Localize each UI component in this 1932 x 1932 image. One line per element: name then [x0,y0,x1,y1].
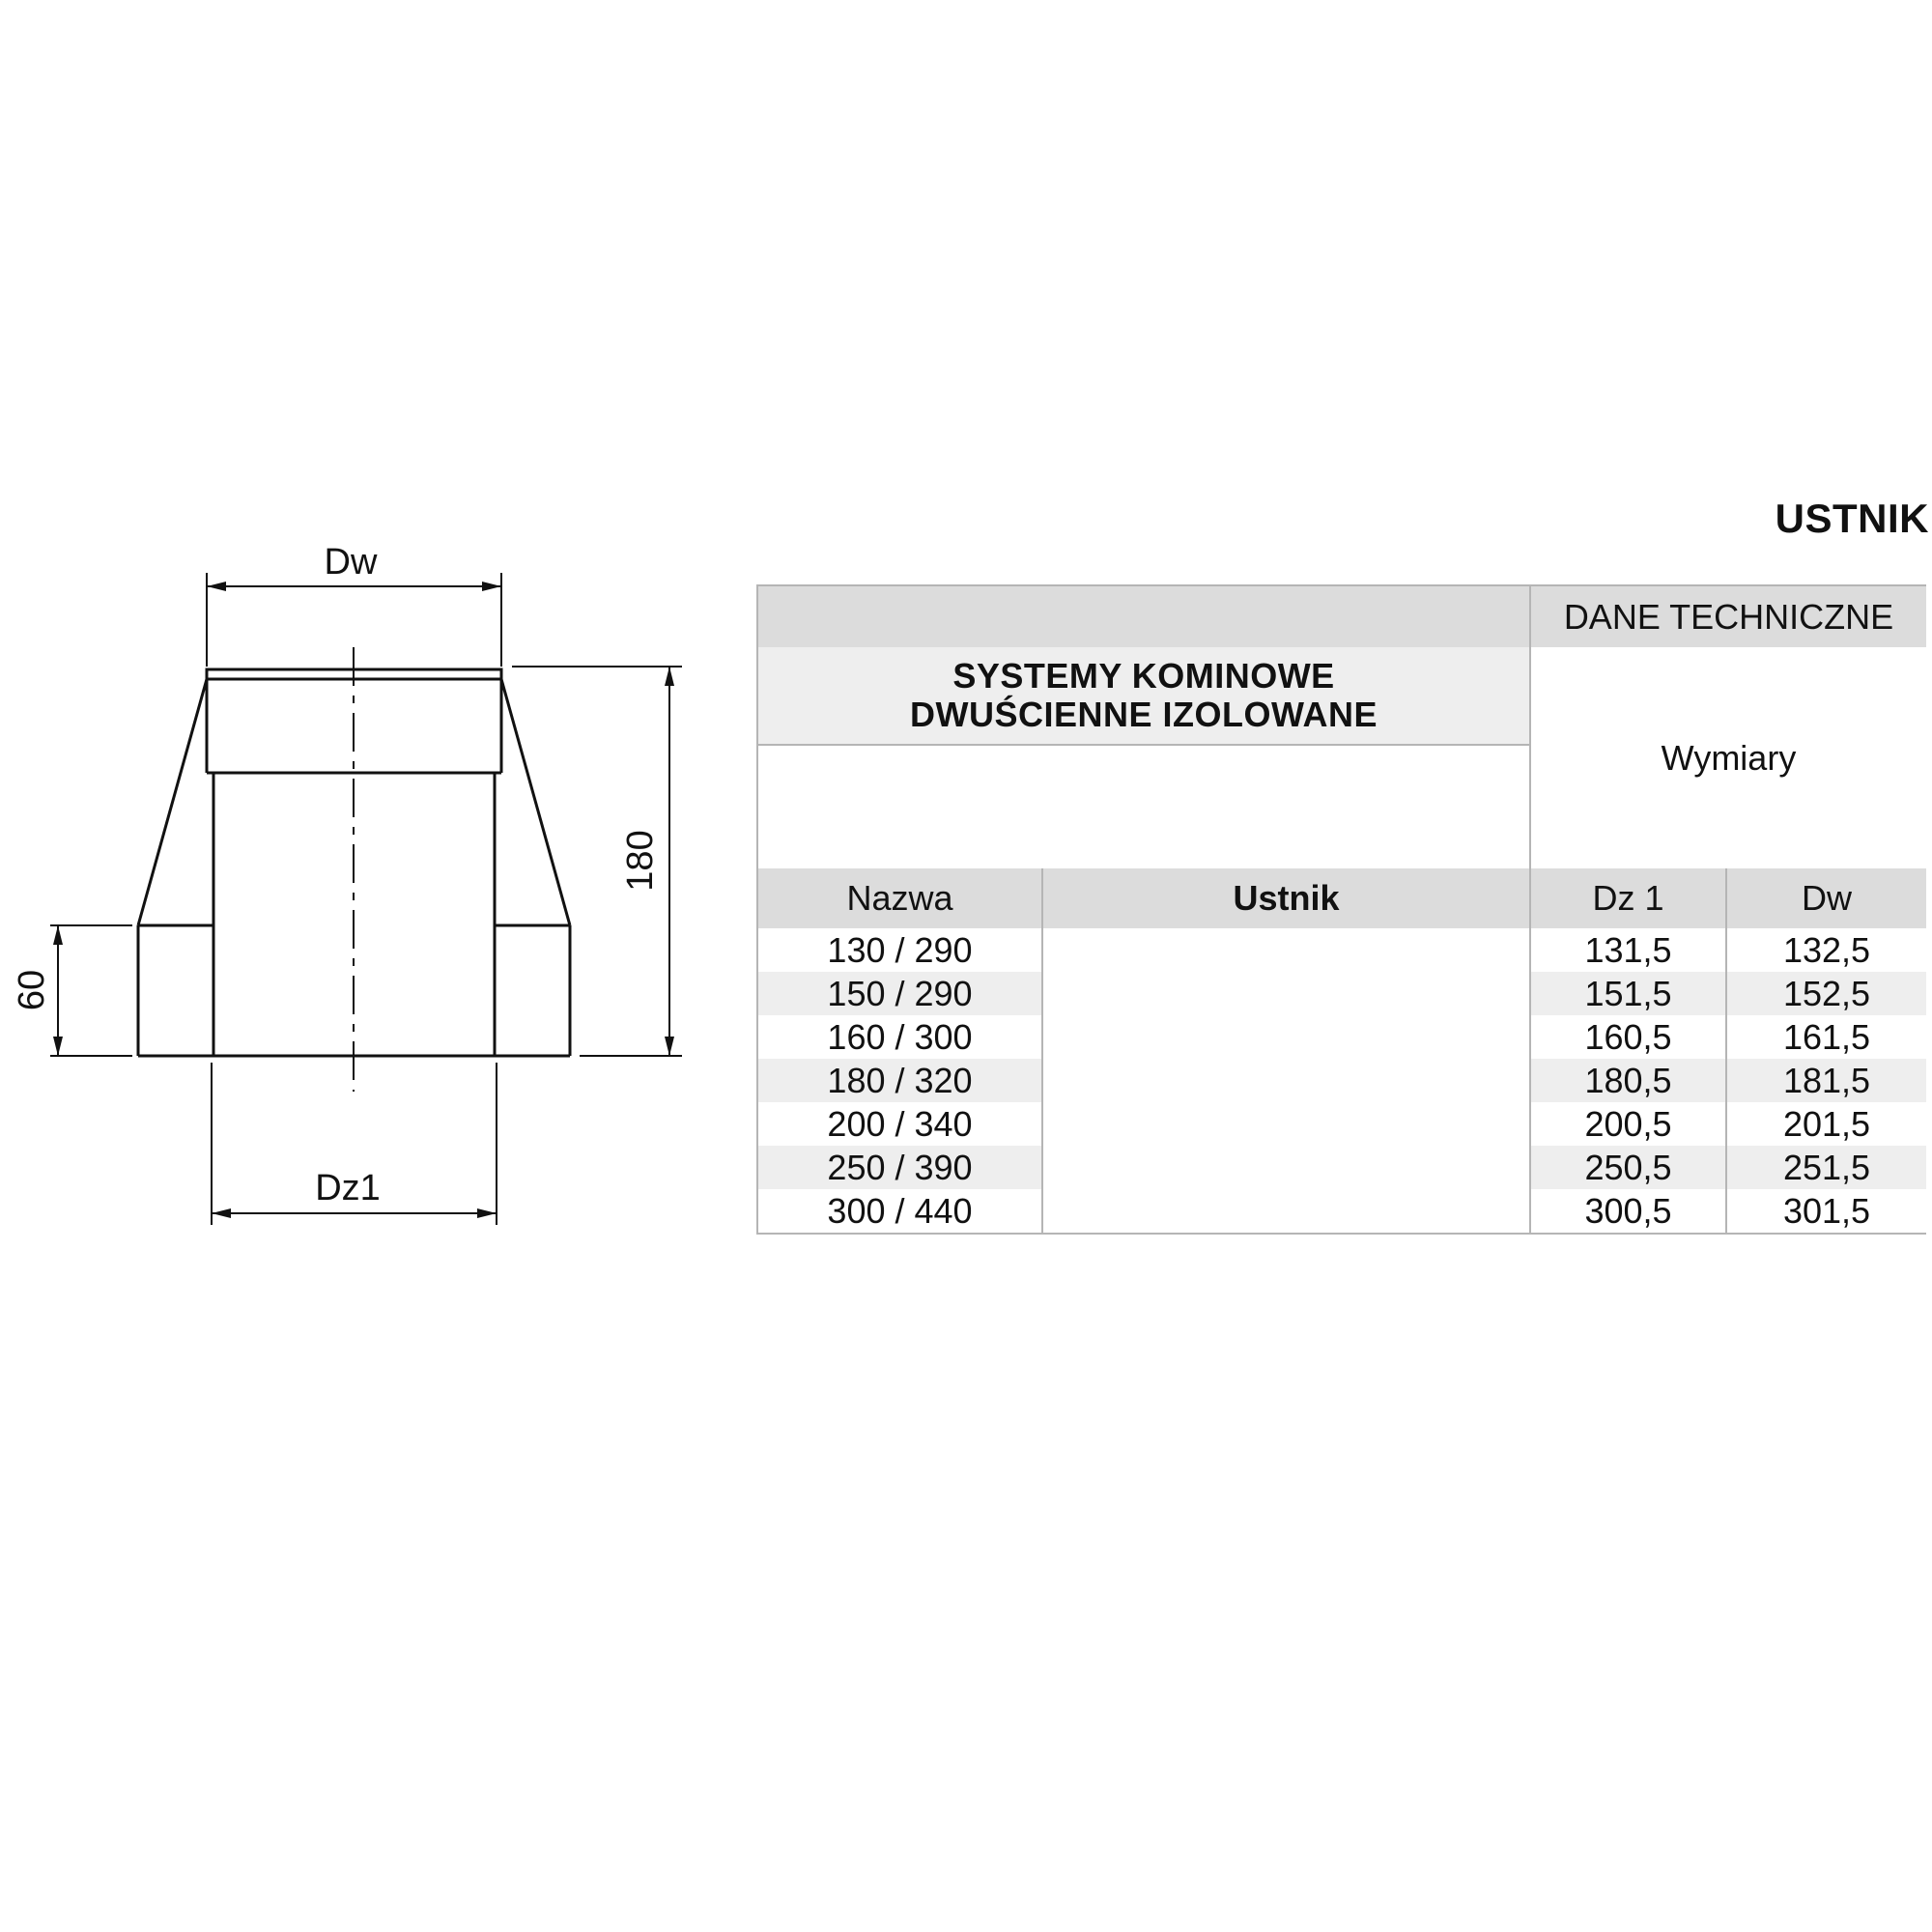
system-row [757,647,1926,745]
cell-dz1: 151,5 [1530,972,1726,1015]
cell-dz1: 300,5 [1530,1189,1726,1234]
cell-dw: 301,5 [1726,1189,1926,1234]
col-header-nazwa: Nazwa [757,868,1042,928]
system-title-cell [757,647,1530,745]
cell-nazwa: 130 / 290 [757,928,1042,972]
page-title: USTNIK [1775,496,1929,541]
cell-nazwa: 300 / 440 [757,1189,1042,1234]
table-top-header [757,585,1926,647]
wymiary-cell: Wymiary [1530,647,1926,868]
column-header-row [757,868,1926,928]
cell-dz1: 250,5 [1530,1146,1726,1189]
spacer-cell [757,745,1530,868]
cell-dz1: 200,5 [1530,1102,1726,1146]
cell-dw: 152,5 [1726,972,1926,1015]
dim-label-dz1: Dz1 [315,1168,381,1208]
cell-dw: 181,5 [1726,1059,1926,1102]
dim-label-dw: Dw [324,542,378,582]
dim-label-60: 60 [12,969,52,1011]
cell-nazwa: 180 / 320 [757,1059,1042,1102]
cell-dz1: 180,5 [1530,1059,1726,1102]
cone-left [138,679,207,925]
header-dane-techniczne: DANE TECHNICZNE [1530,585,1926,647]
cell-dw: 201,5 [1726,1102,1926,1146]
cell-nazwa: 200 / 340 [757,1102,1042,1146]
col-header-dw: Dw [1726,868,1926,928]
cell-nazwa: 250 / 390 [757,1146,1042,1189]
system-title-line1: SYSTEMY KOMINOWE [952,656,1335,696]
product-blank-cell [1042,928,1530,1234]
system-title-line2: DWUŚCIENNE IZOLOWANE [910,695,1378,734]
cell-dw: 132,5 [1726,928,1926,972]
cone-right [501,679,570,925]
spec-table [756,584,1926,1235]
table-row [757,928,1926,972]
cell-nazwa: 160 / 300 [757,1015,1042,1059]
cell-nazwa: 150 / 290 [757,972,1042,1015]
dim-label-180: 180 [620,830,661,892]
col-header-product: Ustnik [1042,868,1530,928]
header-blank-cell [757,585,1530,647]
col-header-dz1: Dz 1 [1530,868,1726,928]
cell-dz1: 131,5 [1530,928,1726,972]
cell-dw: 251,5 [1726,1146,1926,1189]
cell-dw: 161,5 [1726,1015,1926,1059]
cell-dz1: 160,5 [1530,1015,1726,1059]
